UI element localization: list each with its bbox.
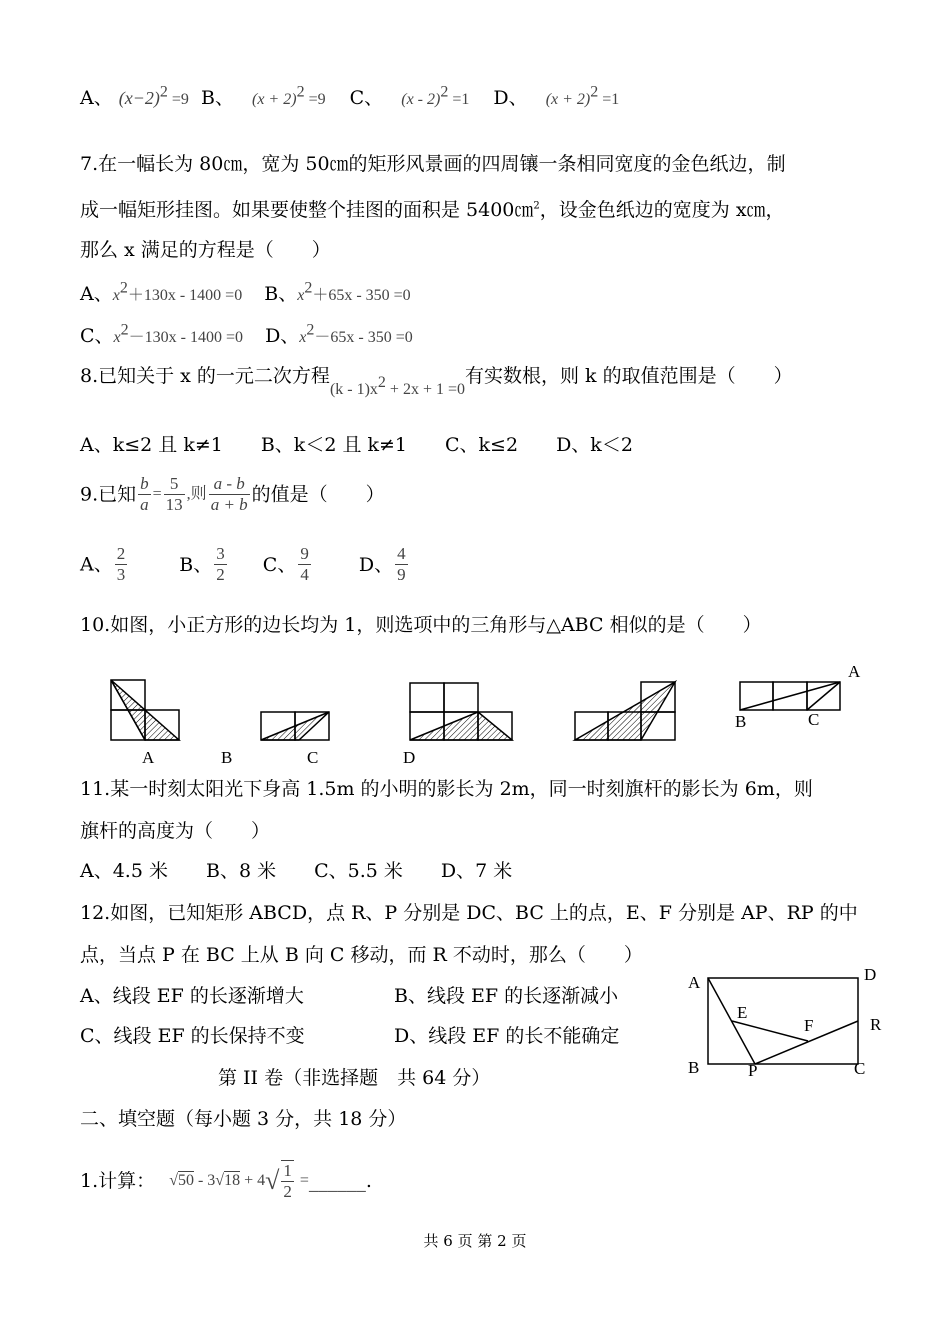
q12-label-f: F — [804, 1016, 814, 1035]
q6-option-d-expr: (x + 2) — [545, 91, 591, 108]
q7-option-c-rest: －130x - 1400 =0 — [128, 329, 244, 346]
fill-1 — [80, 1160, 372, 1202]
q10-figures — [0, 655, 950, 770]
q12-option-b: B、线段 EF 的长逐渐减小 — [394, 985, 619, 1007]
q8-prefix: 8.已知关于 x 的一元二次方程 — [80, 365, 330, 387]
q7-option-d-rest: －65x - 350 =0 — [314, 329, 413, 346]
q7-option-d-lead: x — [299, 329, 307, 346]
q6-option-b-label: B、 — [200, 87, 234, 109]
q10-figure-d — [575, 682, 675, 740]
fill-1-fraction — [281, 1160, 294, 1202]
q9-option-d-num: 4 — [397, 544, 406, 563]
q7-option-a-label: A、 — [80, 283, 113, 305]
q10-abc-label-b: B — [735, 712, 747, 731]
fill-1-answer-blank[interactable]: ______ — [308, 1170, 366, 1192]
q7-line-3: 那么 x 满足的方程是（ ） — [80, 239, 331, 261]
q7-option-b-label: B、 — [264, 283, 298, 305]
q6-option-b-expr: (x + 2) — [252, 91, 297, 108]
q12-line-1: 12.如图，已知矩形 ABCD，点 R、P 分别是 DC、BC 上的点，E、F 分别是 AP、RP 的中 — [80, 902, 858, 924]
q6-option-c-rhs: =1 — [448, 91, 470, 108]
q7-option-d-sup: 2 — [306, 321, 315, 339]
q10-figure-abc — [740, 682, 840, 710]
q7-option-b-sup: 2 — [304, 279, 313, 297]
q9-options — [80, 544, 410, 585]
q9-f3-den: a + b — [210, 495, 248, 514]
q7-line-2-sup: 2 — [533, 200, 540, 212]
fill-1-radicand-1: 50 — [177, 1172, 194, 1189]
fill-1-sqrt-sign: √ — [265, 1166, 280, 1195]
q6-option-d-exp: 2 — [590, 83, 599, 101]
q6-option-a-label: A、 — [80, 87, 113, 109]
q11-options: A、4.5 米 B、8 米 C、5.5 米 D、7 米 — [80, 860, 513, 882]
q8-stem — [80, 362, 793, 398]
q8-options: A、k≤2 且 k≠1 B、k＜2 且 k≠1 C、k≤2 D、k＜2 — [80, 434, 633, 456]
q9-option-c-num: 9 — [300, 544, 309, 563]
q6-option-a-rhs: =9 — [167, 91, 189, 108]
q9-option-b-frac — [214, 544, 227, 585]
q9-option-b-num: 3 — [216, 544, 225, 563]
section-2-title: 第 II 卷（非选择题 共 64 分） — [218, 1067, 491, 1089]
q10-abc-label-a: A — [848, 662, 861, 681]
q10-label-a: A — [142, 748, 155, 767]
fill-1-equals: = — [295, 1172, 309, 1189]
q9-f2-num: 5 — [164, 474, 185, 495]
page-footer: 共 6 页 第 2 页 — [423, 1232, 527, 1250]
q12-rectangle — [708, 978, 858, 1064]
q12-label-a: A — [688, 973, 701, 992]
q6-option-d-rhs: =1 — [598, 91, 620, 108]
fill-1-period: . — [365, 1170, 372, 1192]
q7-option-b-rest: ＋65x - 350 =0 — [312, 287, 411, 304]
q9-option-a-num: 2 — [116, 544, 126, 563]
q12-segment-ef — [732, 1021, 808, 1041]
q12-label-b: B — [688, 1058, 700, 1077]
q10-label-b: B — [221, 748, 233, 767]
q9-fraction-b-over-a — [138, 474, 151, 515]
q7-option-c-label: C、 — [80, 325, 114, 347]
q12-option-a: A、线段 EF 的长逐渐增大 — [80, 985, 304, 1007]
q10-label-d: D — [403, 748, 416, 767]
q8-equation-a: (k - 1)x — [329, 381, 378, 398]
fill-1-sqrt-50: √50 — [169, 1172, 194, 1189]
fill-1-frac-num: 1 — [283, 1161, 292, 1180]
q9-f1-num: b — [140, 474, 149, 493]
q9-option-b-den: 2 — [216, 565, 225, 584]
q9-fraction-target — [209, 474, 250, 515]
q12-label-d: D — [864, 965, 877, 984]
q7-options-ab — [80, 280, 411, 310]
fill-1-minus: - 3 — [193, 1172, 216, 1189]
q9-mid: ,则 — [186, 485, 207, 503]
q10-label-c: C — [307, 748, 319, 767]
q9-f1-den: a — [140, 495, 149, 514]
q8-suffix: 有实数根，则 k 的取值范围是（ ） — [465, 365, 793, 387]
q6-option-c-exp: 2 — [440, 83, 449, 101]
q9-option-c-frac — [298, 544, 311, 585]
q7-line-1: 7.在一幅长为 80㎝，宽为 50㎝的矩形风景画的四周镶一条相同宽度的金色纸边，制 — [80, 153, 786, 175]
q9-option-a-frac — [115, 544, 128, 585]
q6-option-c-label: C、 — [349, 87, 384, 109]
q9-f2-den: 13 — [165, 495, 183, 514]
fill-1-prefix: 1.计算： — [80, 1170, 156, 1192]
q9-option-d-frac — [395, 544, 408, 585]
q11-line-2: 旗杆的高度为（ ） — [80, 820, 271, 842]
q9-option-a-label: A、 — [80, 553, 113, 576]
q12-segment-ap — [708, 978, 755, 1064]
q10-abc-label-c: C — [808, 710, 820, 729]
fill-1-frac-den: 2 — [283, 1182, 292, 1201]
fill-1-plus: + 4 — [240, 1172, 266, 1189]
q6-option-b-exp: 2 — [296, 83, 305, 101]
q7-line-2a: 成一幅矩形挂图。如果要使整个挂图的面积是 5400㎝ — [80, 199, 534, 221]
q9-option-d-den: 9 — [397, 565, 406, 584]
q7-option-a-sup: 2 — [119, 279, 128, 297]
q7-option-b-lead: x — [297, 287, 305, 304]
q6-option-d-label: D、 — [493, 87, 528, 109]
q9-option-a-den: 3 — [116, 565, 126, 584]
q7-line-2b: ，设金色纸边的宽度为 x㎝， — [539, 199, 785, 221]
q9-option-c-label: C、 — [262, 553, 297, 576]
q6-options — [80, 84, 880, 114]
q9-stem — [80, 474, 385, 515]
fill-1-radicand-2: 18 — [224, 1172, 241, 1189]
q7-options-cd — [80, 322, 413, 352]
q12-label-r: R — [870, 1015, 882, 1034]
q12-label-p: P — [748, 1061, 758, 1080]
q9-option-c-den: 4 — [300, 565, 309, 584]
q9-option-d-label: D、 — [358, 553, 394, 576]
q9-option-b-label: B、 — [179, 553, 213, 576]
q7-line-2 — [80, 196, 785, 224]
q6-option-b-rhs: =9 — [304, 91, 326, 108]
q8-equation-b: + 2x + 1 =0 — [385, 381, 465, 398]
q6-option-c-expr: (x - 2) — [401, 91, 441, 108]
fill-1-sqrt-18: √18 — [215, 1172, 241, 1189]
q12-label-c: C — [854, 1059, 866, 1078]
q11-line-1: 11.某一时刻太阳光下身高 1.5m 的小明的影长为 2m，同一时刻旗杆的影长为 6m，则 — [80, 778, 813, 800]
q6-option-a-expr: (x−2) — [118, 88, 160, 108]
q9-suffix: 的值是（ ） — [251, 483, 385, 506]
q8-equation-sup: 2 — [377, 373, 386, 391]
q7-option-a-rest: ＋130x - 1400 =0 — [127, 287, 243, 304]
q12-label-e: E — [737, 1003, 748, 1022]
q12-option-c: C、线段 EF 的长保持不变 — [80, 1025, 305, 1047]
part-2-heading: 二、填空题（每小题 3 分，共 18 分） — [80, 1108, 407, 1130]
q9-fraction-5-13 — [164, 474, 185, 515]
q7-option-d-label: D、 — [265, 325, 300, 347]
q12-option-d: D、线段 EF 的长不能确定 — [394, 1025, 620, 1047]
q7-option-c-lead: x — [113, 329, 121, 346]
q7-option-c-sup: 2 — [120, 321, 129, 339]
q9-f3-num: a - b — [209, 474, 250, 495]
q10-stem: 10.如图，小正方形的边长均为 1，则选项中的三角形与△ABC 相似的是（ ） — [80, 614, 762, 636]
q10-figure-a — [111, 680, 179, 740]
q9-prefix: 9.已知 — [80, 483, 137, 506]
q12-figure — [680, 958, 900, 1083]
q10-figure-c — [410, 683, 512, 740]
q10-figure-b — [261, 712, 329, 740]
q7-option-a-lead: x — [112, 287, 120, 304]
q6-option-a-exp: 2 — [159, 83, 168, 101]
q12-line-2: 点，当点 P 在 BC 上从 B 向 C 移动，而 R 不动时，那么（ ） — [80, 944, 643, 966]
q9-equals: = — [152, 485, 162, 503]
